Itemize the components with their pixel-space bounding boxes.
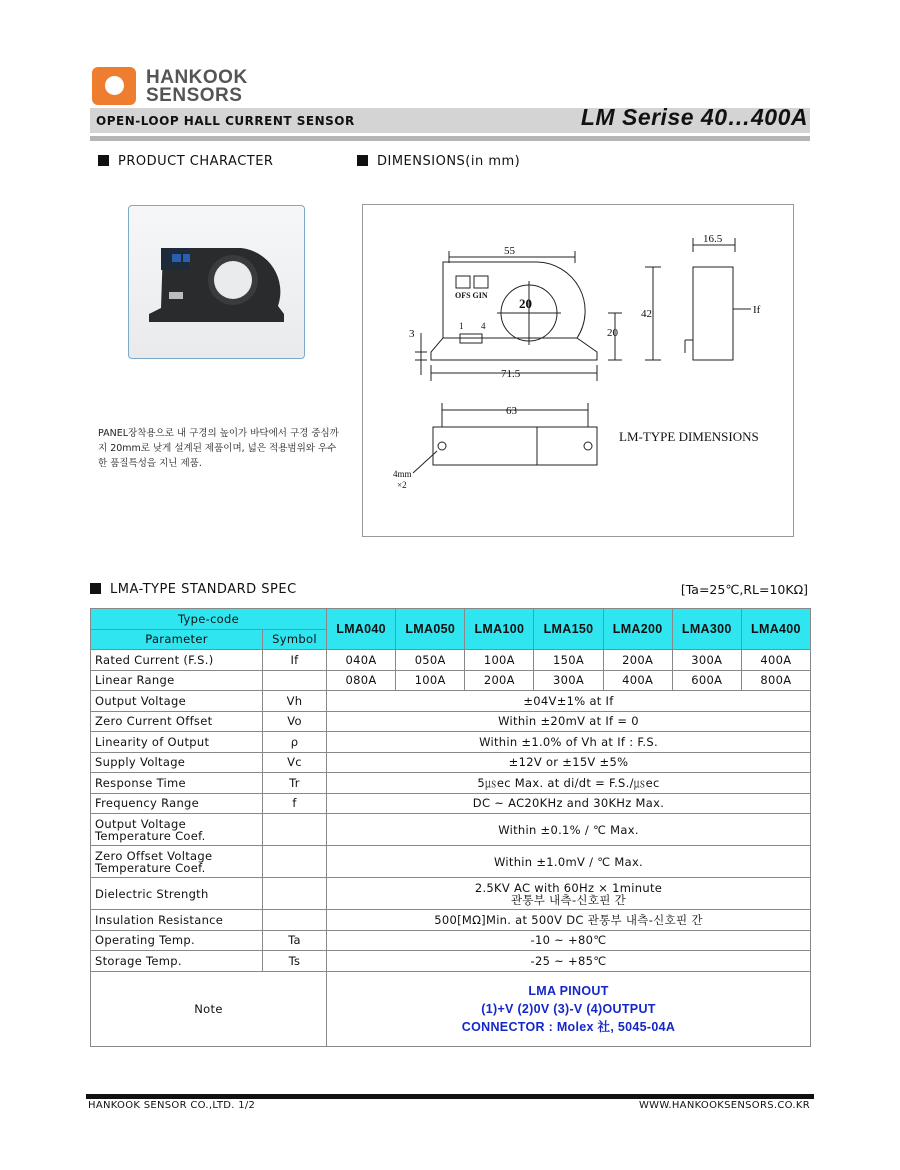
model-header: LMA400 [741,609,810,650]
table-row [91,793,811,814]
row-value: Within ±0.1% / ℃ Max. [327,814,811,846]
table-row [91,773,811,794]
series-title: LM Serise 40…400A [580,104,808,130]
row-value: 200A [603,650,672,671]
footer-company: HANKOOK SENSOR CO.,LTD. 1/2 [88,1100,256,1111]
dim-label-20-center: 20 [607,327,618,339]
row-value: ±12V or ±15V ±5% [327,752,811,773]
row-label: Output Voltage Temperature Coef. [91,814,263,846]
table-row [91,971,811,1046]
header-divider [90,136,810,141]
row-symbol: Vh [263,691,327,712]
model-header: LMA200 [603,609,672,650]
dim-label-55: 55 [504,245,515,257]
spec-condition: [Ta=25℃,RL=10KΩ] [680,582,808,597]
square-bullet-icon [357,155,368,166]
row-label: Storage Temp. [91,951,263,972]
row-value: 050A [396,650,465,671]
row-symbol: If [263,650,327,671]
square-bullet-icon [98,155,109,166]
row-value: 2.5KV AC with 60Hz × 1minute 관통부 내측-신호핀 간 [327,878,811,910]
company-logo-icon [92,67,136,105]
table-row [91,910,811,931]
dim-label-63: 63 [506,405,517,417]
symbol-header: Symbol [263,629,327,650]
row-symbol [263,878,327,910]
table-row [91,670,811,691]
square-bullet-icon [90,583,101,594]
model-header: LMA150 [534,609,603,650]
table-row [91,752,811,773]
if-label: If [753,304,761,316]
row-value: -10 ~ +80℃ [327,930,811,951]
dim-label-16-5: 16.5 [703,233,723,245]
row-label: Frequency Range [91,793,263,814]
row-value: 800A [741,670,810,691]
row-value: DC ~ AC20KHz and 30KHz Max. [327,793,811,814]
row-value: Within ±1.0% of Vh at If : F.S. [327,732,811,753]
row-value: 600A [672,670,741,691]
drawing-title: LM-TYPE DIMENSIONS [619,429,759,444]
row-label: Dielectric Strength [91,878,263,910]
row-label: Linearity of Output [91,732,263,753]
row-symbol [263,814,327,846]
row-symbol: Ta [263,930,327,951]
row-symbol: Ts [263,951,327,972]
table-row [91,732,811,753]
dimensions-drawing [362,204,794,537]
dimensions-section-title: DIMENSIONS(in mm) [357,154,520,169]
row-value: -25 ~ +85℃ [327,951,811,972]
row-value: 5㎲ec Max. at di/dt = F.S./㎲ec [327,773,811,794]
dimension-diagram [363,205,793,536]
row-value: 040A [327,650,396,671]
model-header: LMA050 [396,609,465,650]
row-value: 300A [534,670,603,691]
row-label: Operating Temp. [91,930,263,951]
row-value: 150A [534,650,603,671]
model-header: LMA100 [465,609,534,650]
row-symbol: Tr [263,773,327,794]
footer-website: WWW.HANKOOKSENSORS.CO.KR [638,1100,810,1111]
row-value: Within ±20mV at If = 0 [327,711,811,732]
pin-label-4: 4 [481,321,486,331]
dim-label-42: 42 [641,308,652,320]
row-value: 100A [396,670,465,691]
table-row [91,814,811,846]
table-row [91,878,811,910]
logo-text-line1: HANKOOK [146,67,248,88]
hole-size-label: 4mm [393,469,412,479]
table-row [91,711,811,732]
type-code-header: Type-code [91,609,327,630]
row-label: Rated Current (F.S.) [91,650,263,671]
ofs-gin-label: OFS GIN [455,291,488,300]
table-row [91,650,811,671]
dim-label-hole: 20 [519,296,532,311]
table-row [91,930,811,951]
row-value: 400A [741,650,810,671]
row-value: 500[MΩ]Min. at 500V DC 관통부 내측-신호핀 간 [327,910,811,931]
row-symbol [263,910,327,931]
row-value: 100A [465,650,534,671]
table-row [91,951,811,972]
row-label: Zero Current Offset [91,711,263,732]
row-label: Insulation Resistance [91,910,263,931]
row-value: Within ±1.0mV / ℃ Max. [327,846,811,878]
note-content: LMA PINOUT (1)+V (2)0V (3)-V (4)OUTPUT CONNECTOR : Molex 社, 5045-04A [327,971,811,1046]
table-row [91,846,811,878]
row-label: Zero Offset Voltage Temperature Coef. [91,846,263,878]
note-label: Note [91,971,327,1046]
row-value: 080A [327,670,396,691]
row-symbol [263,846,327,878]
footer-divider [86,1094,814,1099]
row-label: Linear Range [91,670,263,691]
hole-count-label: ×2 [397,480,407,490]
dim-label-3: 3 [409,328,415,340]
row-value: ±04V±1% at If [327,691,811,712]
dim-label-71-5: 71.5 [501,368,521,380]
row-value: 300A [672,650,741,671]
logo-text-line2: SENSORS [146,85,243,106]
table-row [91,691,811,712]
spec-table [90,608,811,1047]
row-value: 400A [603,670,672,691]
model-header: LMA040 [327,609,396,650]
model-header: LMA300 [672,609,741,650]
row-symbol: Vc [263,752,327,773]
row-symbol: f [263,793,327,814]
row-symbol: Vo [263,711,327,732]
spec-section-title: LMA-TYPE STANDARD SPEC [90,582,297,597]
document-subtitle: OPEN-LOOP HALL CURRENT SENSOR [96,114,355,128]
row-label: Response Time [91,773,263,794]
row-label: Output Voltage [91,691,263,712]
row-value: 200A [465,670,534,691]
row-label: Supply Voltage [91,752,263,773]
product-section-title: PRODUCT CHARACTER [98,154,273,169]
product-description: PANEL장착용으로 내 구경의 높이가 바닥에서 구경 중심까지 20mm로 낮게 설계된 제품이며, 넓은 적용범위와 우수한 품질특성을 지닌 제품. [98,428,339,469]
row-symbol [263,670,327,691]
sensor-image [129,206,304,358]
row-symbol: ρ [263,732,327,753]
product-photo [128,205,305,359]
pin-label-1: 1 [459,321,464,331]
parameter-header: Parameter [91,629,263,650]
